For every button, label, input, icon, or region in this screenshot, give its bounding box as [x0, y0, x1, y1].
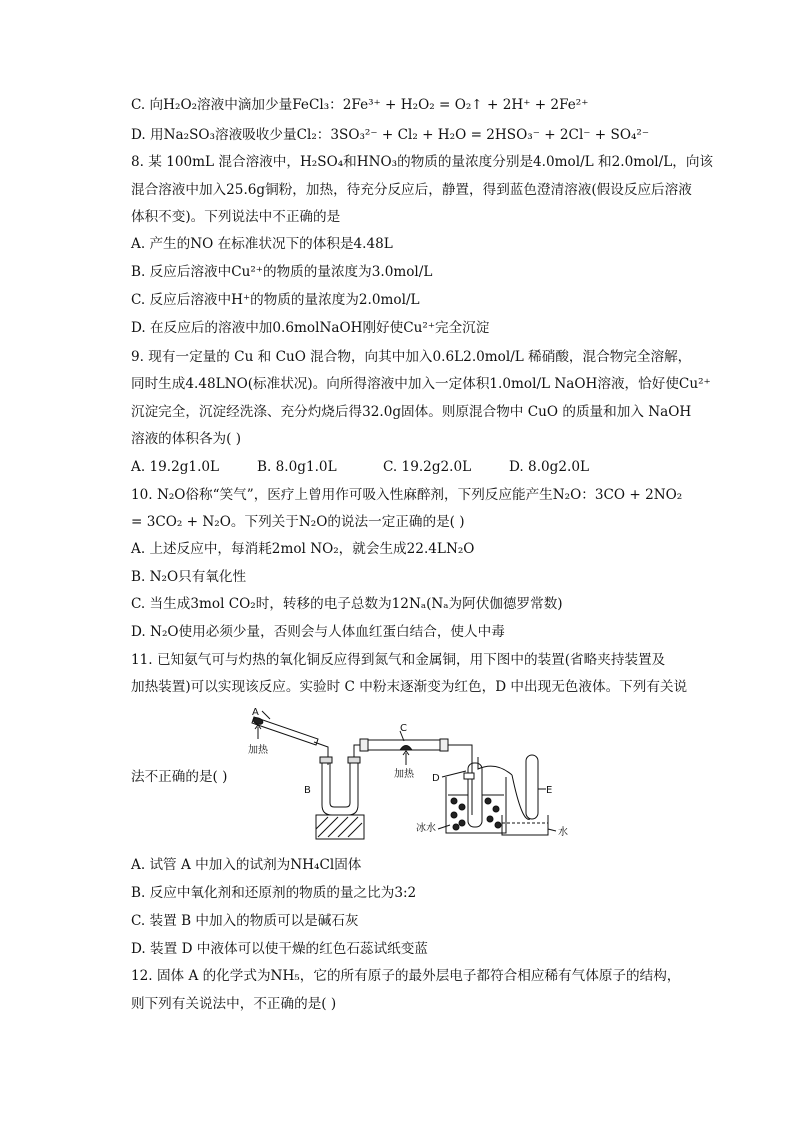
q9-stem-4: 溶液的体积各为( ) — [131, 431, 242, 447]
label-water: 水 — [558, 827, 568, 838]
q8-option-c: C. 反应后溶液中H⁺的物质的量浓度为2.0mol/L — [131, 292, 420, 308]
q8-stem-1: 8. 某 100mL 混合溶液中，H₂SO₄和HNO₃的物质的量浓度分别是4.0mol/L 和2.0mol/L，向该 — [131, 154, 714, 170]
water-trough — [502, 755, 548, 835]
q8-option-b: B. 反应后溶液中Cu²⁺的物质的量浓度为3.0mol/L — [131, 264, 433, 280]
q11-option-a: A. 试管 A 中加入的试剂为NH₄Cl固体 — [131, 857, 362, 873]
q9-options — [131, 458, 589, 476]
q12-stem-1: 12. 固体 A 的化学式为NH₅，它的所有原子的最外层电子都符合相应稀有气体原子的结构， — [131, 968, 681, 984]
q7-option-c: C. 向H₂O₂溶液中滴加少量FeCl₃：2Fe³⁺ + H₂O₂ = O₂↑ + 2H⁺ + 2Fe²⁺ — [131, 97, 589, 113]
q11-option-c: C. 装置 B 中加入的物质可以是碱石灰 — [131, 913, 359, 929]
apparatus-diagram — [236, 705, 572, 845]
tube-a — [252, 716, 328, 765]
q9-option-c: C. 19.2g2.0L — [383, 459, 472, 475]
q10-stem-1: 10. N₂O俗称“笑气”，医疗上曾用作可吸入性麻醉剂，下列反应能产生N₂O：3CO + 2NO₂ — [131, 487, 683, 503]
tube-c — [360, 739, 472, 757]
q11-option-d: D. 装置 D 中液体可以使干燥的红色石蕊试纸变蓝 — [131, 941, 428, 957]
q10-option-b: B. N₂O只有氧化性 — [131, 569, 247, 585]
q9-stem-2: 同时生成4.48LNO(标准状况)。向所得溶液中加入一定体积1.0mol/L NaOH溶液，恰好使Cu²⁺ — [131, 376, 711, 392]
q9-stem-3: 沉淀完全，沉淀经洗涤、充分灼烧后得32.0g固体。则原混合物中 CuO 的质量和加入 NaOH — [131, 404, 692, 420]
label-b: B — [304, 785, 311, 796]
q11-stem-1: 11. 已知氨气可与灼热的氧化铜反应得到氮气和金属铜，用下图中的装置(省略夹持装置及 — [131, 652, 666, 668]
label-a: A — [252, 707, 259, 718]
q10-stem-2: = 3CO₂ + N₂O。下列关于N₂O的说法一定正确的是( ) — [131, 514, 465, 530]
q9-option-d: D. 8.0g2.0L — [509, 459, 590, 475]
q12-stem-2: 则下列有关说法中，不正确的是( ) — [131, 996, 337, 1012]
q9-stem-1: 9. 现有一定量的 Cu 和 CuO 混合物，向其中加入0.6L2.0mol/L 稀硝酸，混合物完全溶解， — [131, 349, 692, 365]
q10-option-c: C. 当生成3mol CO₂时，转移的电子总数为12Nₐ(Nₐ为阿伏伽德罗常数) — [131, 596, 563, 612]
label-ice-water: 冰水 — [416, 823, 436, 834]
label-heat-c: 加热 — [394, 769, 414, 780]
q7-option-d: D. 用Na₂SO₃溶液吸收少量Cl₂：3SO₃²⁻ + Cl₂ + H₂O = 2HSO₃⁻ + 2Cl⁻ + SO₄²⁻ — [131, 127, 650, 143]
q9-option-a: A. 19.2g1.0L — [131, 459, 220, 475]
label-e: E — [546, 785, 553, 796]
q11-option-b: B. 反应中氧化剂和还原剂的物质的量之比为3:2 — [131, 885, 417, 901]
q8-stem-2: 混合溶液中加入25.6g铜粉，加热，待充分反应后，静置，得到蓝色澄清溶液(假设反应后溶液 — [131, 182, 692, 198]
label-c: C — [400, 723, 407, 734]
q8-option-d: D. 在反应后的溶液中加0.6molNaOH刚好使Cu²⁺完全沉淀 — [131, 320, 490, 336]
q11-stem-3: 法不正确的是( ) — [131, 769, 228, 785]
label-d: D — [432, 773, 440, 784]
q8-stem-3: 体积不变)。下列说法中不正确的是 — [131, 209, 341, 225]
label-heat-a: 加热 — [248, 745, 268, 756]
stand-block — [316, 815, 364, 839]
q10-option-a: A. 上述反应中，每消耗2mol NO₂，就会生成22.4LN₂O — [131, 541, 475, 557]
q8-option-a: A. 产生的NO 在标准状况下的体积是4.48L — [131, 236, 393, 252]
q11-stem-2: 加热装置)可以实现该反应。实验时 C 中粉末逐渐变为红色，D 中出现无色液体。下列有关说 — [131, 679, 688, 695]
q10-option-d: D. N₂O使用必须少量，否则会与人体血红蛋白结合，使人中毒 — [131, 624, 505, 640]
u-tube-b — [320, 745, 366, 815]
q9-option-b: B. 8.0g1.0L — [257, 459, 337, 475]
